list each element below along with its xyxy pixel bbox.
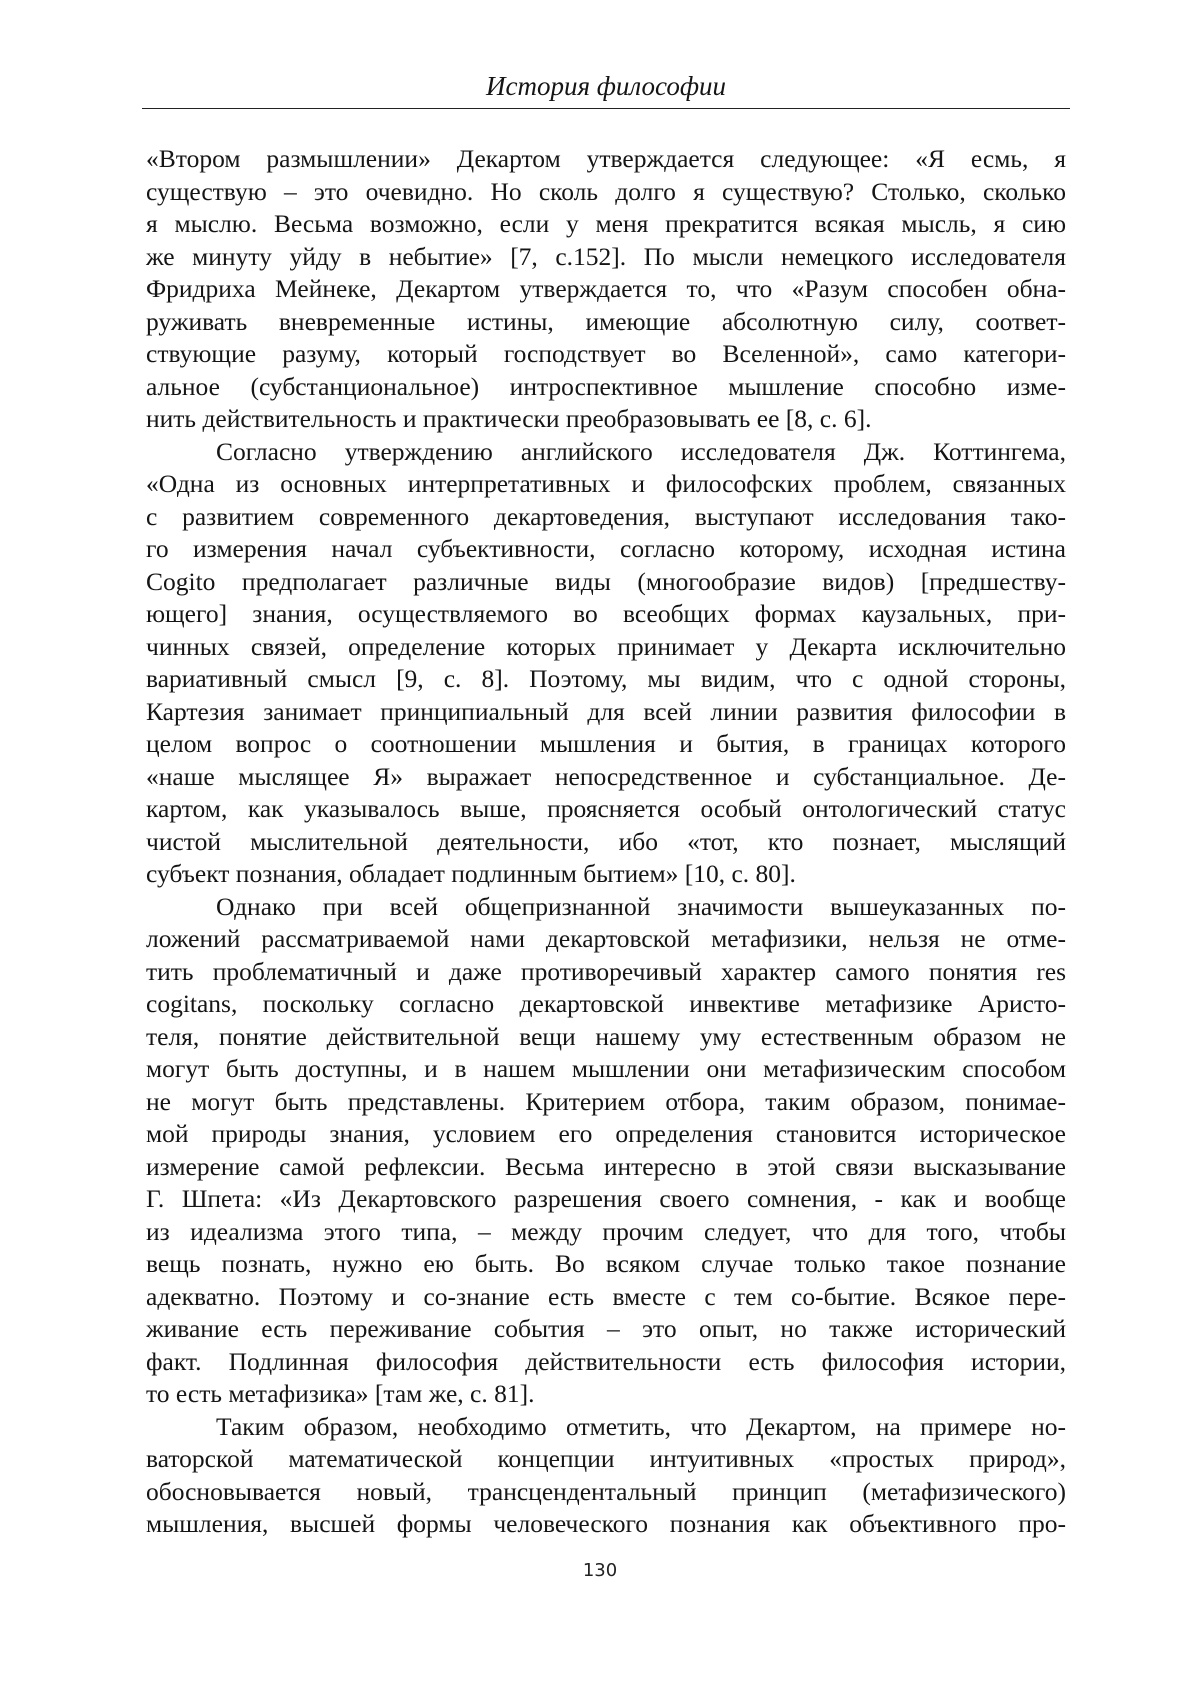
text-line: руживать вневременные истины, имеющие абсолютную силу, соответ- bbox=[146, 306, 1066, 336]
text-line: «Одна из основных интерпретативных и философских проблем, связанных bbox=[146, 469, 1066, 498]
text-line: факт. Подлинная философия действительности есть философия истории, bbox=[146, 1346, 1066, 1376]
text-line: обосновывается новый, трансцендентальный принцип (метафизического) bbox=[146, 1476, 1066, 1506]
text-line: живание есть переживание события – это опыт, но также исторический bbox=[146, 1314, 1066, 1343]
text-line: то есть метафизика» [там же, с. 81]. bbox=[146, 1379, 535, 1408]
text-line: Г. Шпета: «Из Декартовского разрешения своего сомнения, - как и вообще bbox=[146, 1184, 1066, 1213]
text-line: адекватно. Поэтому и со-знание есть вместе с тем со-бытие. Всякое пере- bbox=[146, 1281, 1066, 1311]
text-line: ющего] знания, осуществляемого во всеобщих формах каузальных, при- bbox=[146, 599, 1066, 628]
text-line: альное (субстанциональное) интроспективное мышление способно изме- bbox=[146, 371, 1066, 401]
text-line: «наше мыслящее Я» выражает непосредственное и субстанциальное. Де- bbox=[146, 761, 1066, 791]
text-line: Согласно утверждению английского исследователя Дж. Коттингема, bbox=[216, 436, 1066, 466]
text-line: картом, как указывалось выше, проясняется особый онтологический статус bbox=[146, 794, 1066, 823]
text-line: из идеализма этого типа, – между прочим следует, что для того, чтобы bbox=[146, 1216, 1066, 1246]
text-line: cogitans, поскольку согласно декартовской инвективе метафизике Аристо- bbox=[146, 989, 1066, 1018]
text-line: ложений рассматриваемой нами декартовской метафизики, нельзя не отме- bbox=[146, 924, 1066, 953]
text-line: нить действительность и практически преобразовывать ее [8, с. 6]. bbox=[146, 404, 872, 433]
text-line: измерение самой рефлексии. Весьма интересно в этой связи высказывание bbox=[146, 1151, 1066, 1181]
text-line: го измерения начал субъективности, согласно которому, исходная истина bbox=[146, 534, 1066, 563]
page-number: 130 bbox=[582, 1560, 618, 1581]
text-line: мой природы знания, условием его определения становится историческое bbox=[146, 1119, 1066, 1148]
text-line: вещь познать, нужно ею быть. Во всяком случае только такое познание bbox=[146, 1249, 1066, 1278]
text-line: Картезия занимает принципиальный для всей линии развития философии в bbox=[146, 696, 1066, 726]
text-line: тить проблематичный и даже противоречивый характер самого понятия res bbox=[146, 956, 1066, 986]
running-header: История философии bbox=[142, 68, 1070, 109]
text-line: Фридриха Мейнеке, Декартом утверждается то, что «Разум способен обна- bbox=[146, 274, 1066, 303]
text-line: субъект познания, обладает подлинным бытием» [10, с. 80]. bbox=[146, 859, 796, 888]
text-line: не могут быть представлены. Критерием отбора, таким образом, понимае- bbox=[146, 1086, 1066, 1116]
text-line: Cogito предполагает различные виды (многообразие видов) [предшеству- bbox=[146, 566, 1066, 596]
text-line: Таким образом, необходимо отметить, что Декартом, на примере но- bbox=[216, 1411, 1066, 1441]
text-line: чинных связей, определение которых принимает у Декарта исключительно bbox=[146, 631, 1066, 661]
text-line: же минуту уйду в небытие» [7, с.152]. По мысли немецкого исследователя bbox=[146, 241, 1066, 271]
text-line: ваторской математической концепции интуитивных «простых природ», bbox=[146, 1444, 1066, 1473]
text-line: Однако при всей общепризнанной значимости вышеуказанных по- bbox=[216, 891, 1066, 921]
text-line: существую – это очевидно. Но сколь долго я существую? Столько, сколько bbox=[146, 176, 1066, 206]
text-line: с развитием современного декартоведения, выступают исследования тако- bbox=[146, 501, 1066, 531]
text-line: вариативный смысл [9, с. 8]. Поэтому, мы видим, что с одной стороны, bbox=[146, 664, 1066, 693]
text-line: теля, понятие действительной вещи нашему уму естественным образом не bbox=[146, 1021, 1066, 1051]
body-text bbox=[146, 143, 1066, 1541]
text-line: ствующие разуму, который господствует во Вселенной», само категори- bbox=[146, 339, 1066, 368]
text-line: целом вопрос о соотношении мышления и бытия, в границах которого bbox=[146, 729, 1066, 758]
text-line: «Втором размышлении» Декартом утверждается следующее: «Я есмь, я bbox=[146, 144, 1066, 173]
text-line: могут быть доступны, и в нашем мышлении они метафизическим способом bbox=[146, 1054, 1066, 1083]
text-line: чистой мыслительной деятельности, ибо «тот, кто познает, мыслящий bbox=[146, 826, 1066, 856]
text-line: я мыслю. Весьма возможно, если у меня прекратится всякая мысль, я сию bbox=[146, 209, 1066, 238]
text-line: мышления, высшей формы человеческого познания как объективного про- bbox=[146, 1509, 1066, 1538]
